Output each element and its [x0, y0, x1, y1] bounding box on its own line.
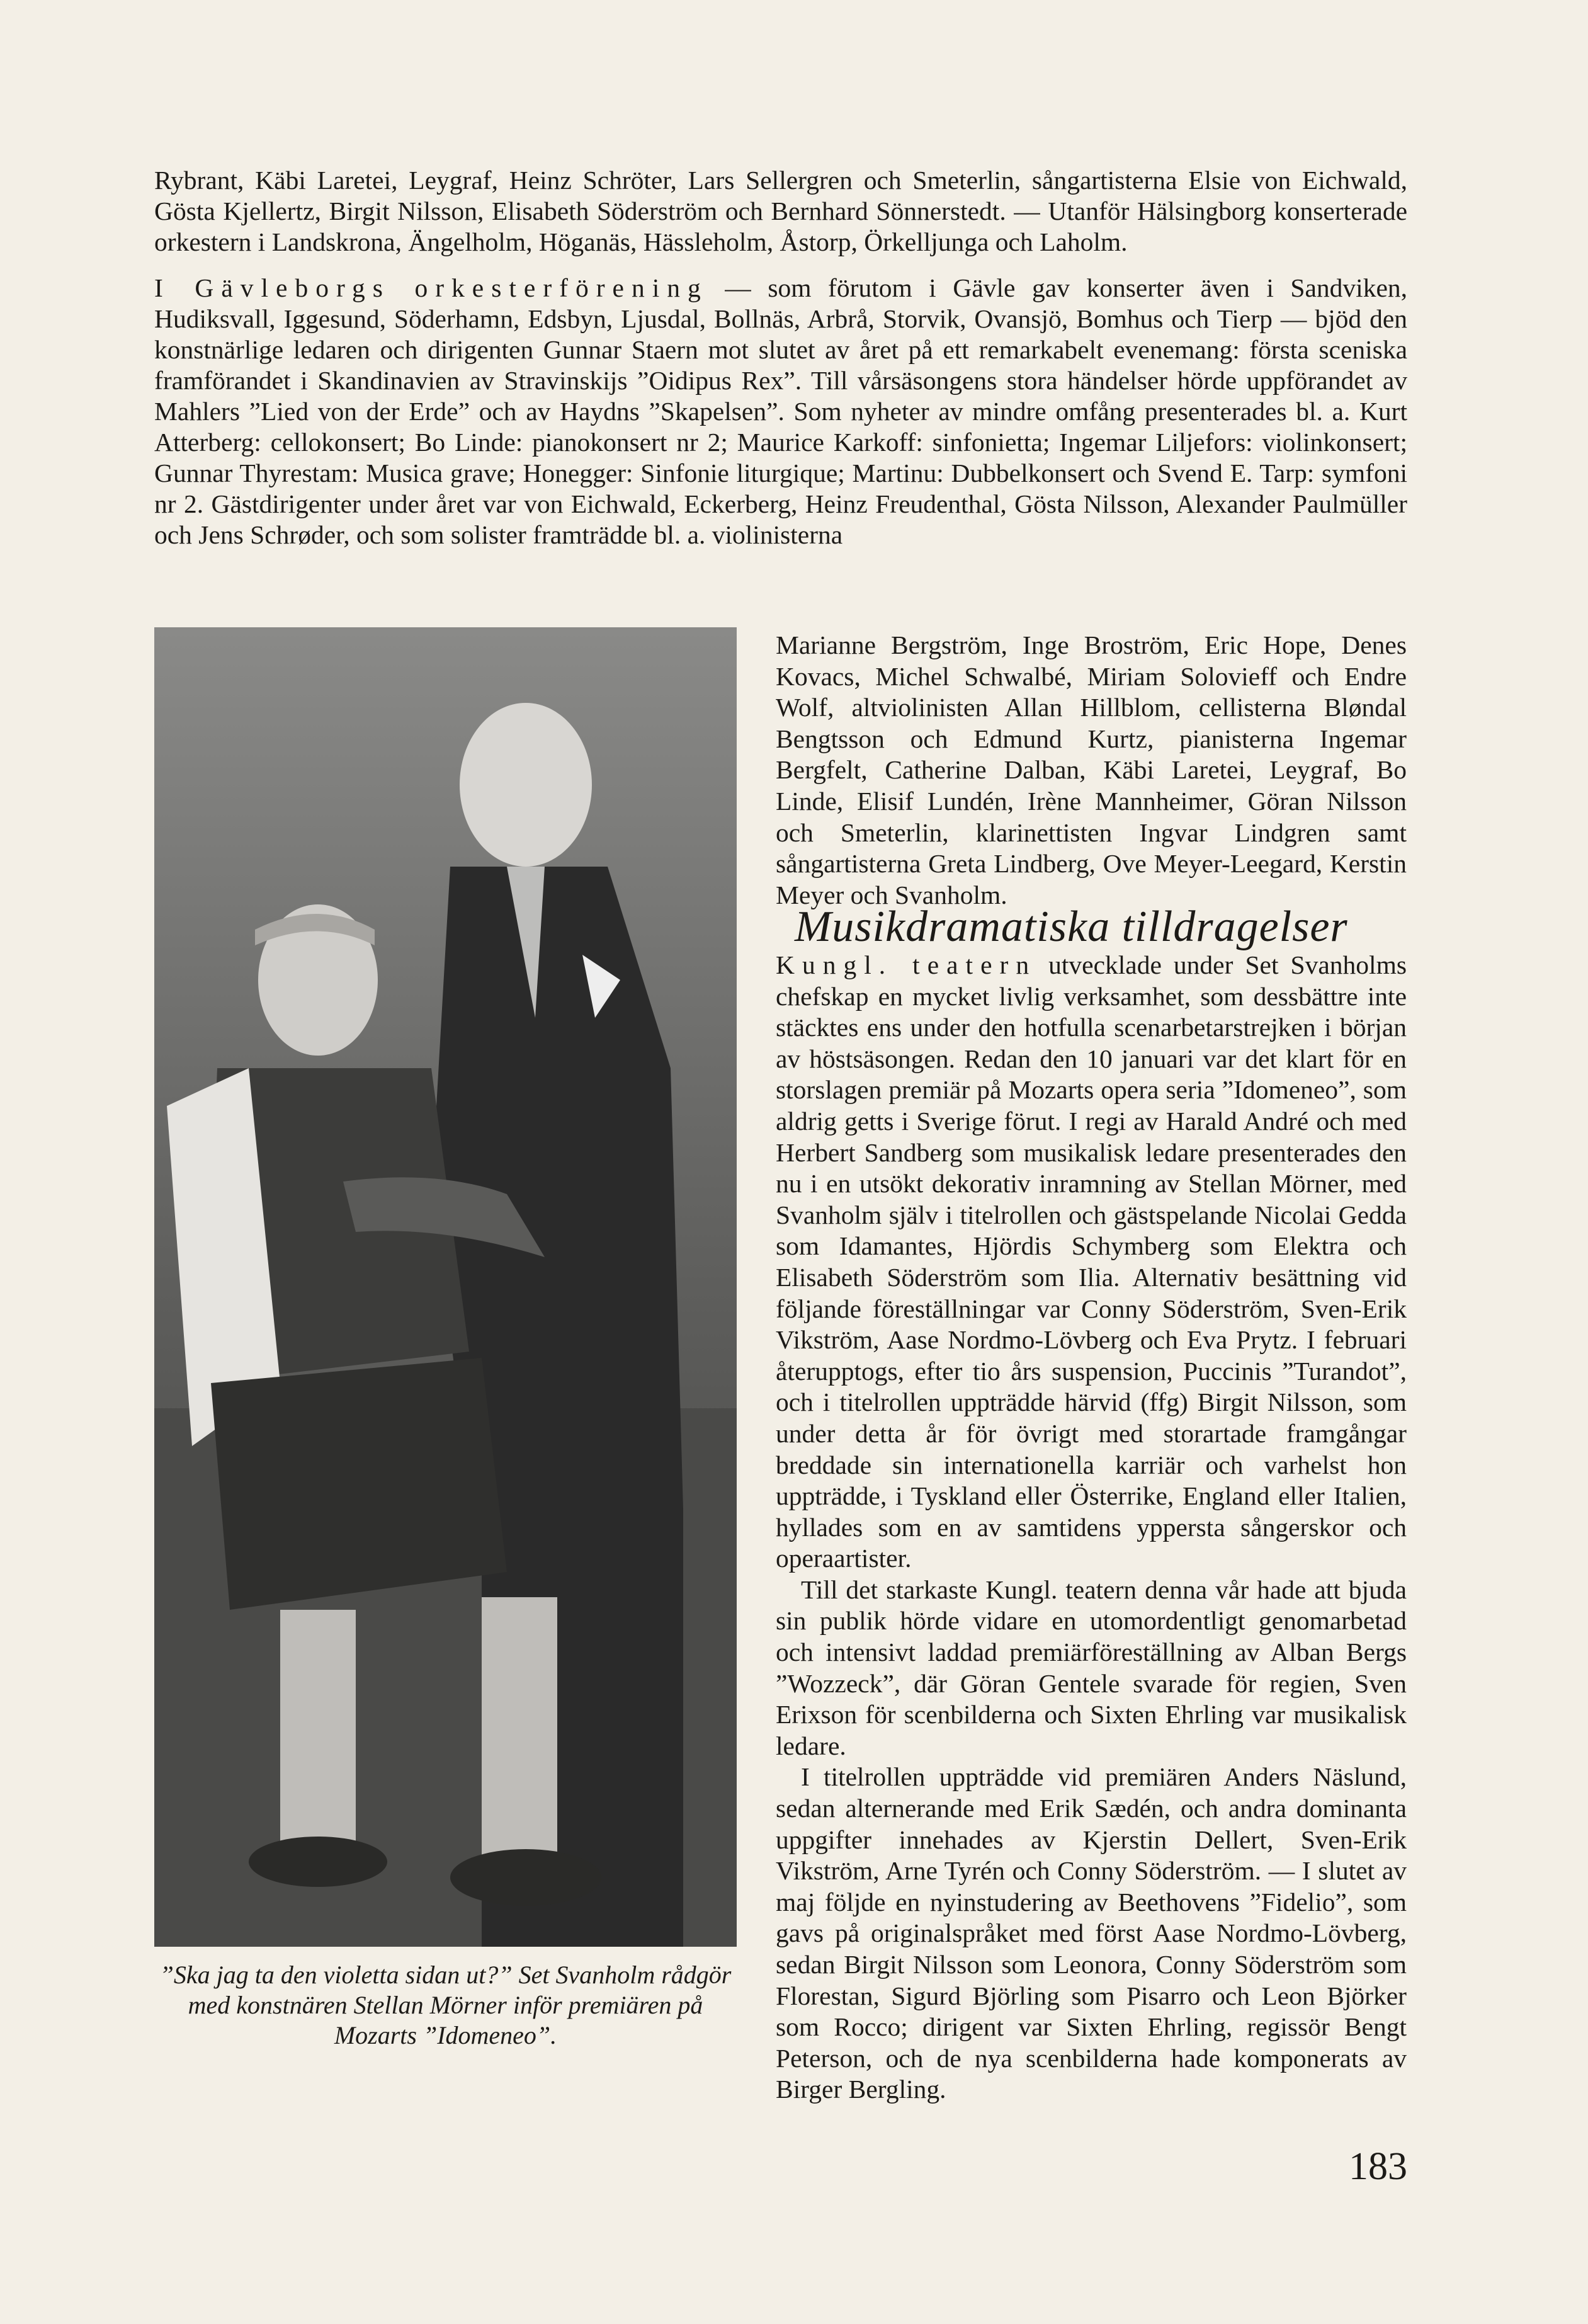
- wozzeck-paragraph: Till det starkaste Kungl. teatern denna vår hade att bjuda sin publik hörde vidare en utomordentligt genomarbetad och intensivt laddad premiärföreställning av Alban Bergs ”Wozzeck”, där Göran Gentele svarade för regien, Sven Erixson för scenbilderna och Sixten Ehrling var musikalisk ledare.: [776, 1575, 1407, 1760]
- gavle-continuation: Marianne Bergström, Inge Broström, Eric Hope, Denes Kovacs, Michel Schwalbé, Miriam Solovieff och Endre Wolf, altviolinisten Allan Hillblom, cellisterna Bløndal Bengtsson och Edmund Kurtz, pianisterna Ingemar Bergfelt, Catherine Dalban, Käbi Laretei, Leygraf, Bo Linde, Elisif Lundén, Irène Mannheimer, Göran Nilsson och Smeterlin, klarinettisten Ingvar Lindgren samt sångartisterna Greta Lindberg, Ove Meyer-Leegard, Kerstin Meyer och Svanholm.: [776, 630, 1407, 909]
- photograph-illustration: [154, 627, 737, 1947]
- actor-right-boot: [482, 1597, 557, 1862]
- top-text-block: [154, 165, 1407, 550]
- section-body-column: [776, 950, 1407, 2105]
- page-number: 183: [1349, 2145, 1407, 2188]
- kungl-paragraph: [776, 950, 1407, 1575]
- photograph: [154, 627, 737, 1947]
- actor-left-foot: [249, 1837, 387, 1887]
- actor-right-foot: [450, 1849, 601, 1906]
- gavle-continuation-column: [776, 630, 1407, 911]
- photo-caption: ”Ska jag ta den violetta sidan ut?” Set Svanholm rådgör med konstnären Stellan Mörner inför premiären på Mozarts ”Idomeneo”.: [159, 1961, 732, 2049]
- kungl-heading: Kungl. teatern: [776, 950, 1037, 979]
- gavle-paragraph: [154, 273, 1407, 550]
- intro-paragraph: Rybrant, Käbi Laretei, Leygraf, Heinz Schröter, Lars Sellergren och Smeterlin, sångartisterna Elsie von Eichwald, Gösta Kjellertz, Birgit Nilsson, Elisabeth Söderström och Bernhard Sönnerstedt. — Utanför Hälsingborg konserterade orkestern i Landskrona, Ängelholm, Höganäs, Hässleholm, Åstorp, Örkelljunga och Laholm.: [154, 166, 1407, 256]
- section-title: Musikdramatiska tilldragelser: [795, 903, 1348, 951]
- gavle-heading: I Gävleborgs orkesterförening: [154, 273, 708, 302]
- gavle-paragraph-body: — som förutom i Gävle gav konserter även i Sandviken, Hudiksvall, Iggesund, Söderhamn, Edsbyn, Ljusdal, Bollnäs, Arbrå, Storvik, Ovansjö, Bomhus och Tierp — bjöd den konstnärlige ledaren och dirigenten Gunnar Staern mot slutet av året på ett remarkabelt evenemang: första sceniska framförandet i Skandinavien av Stravinskijs ”Oidipus Rex”. Till vårsäsongens stora händelser hörde uppförandet av Mahlers ”Lied von der Erde” och av Haydns ”Skapelsen”. Som nyheter av mindre omfång presenterades bl. a. Kurt Atterberg: cellokonsert; Bo Linde: pianokonsert nr 2; Maurice Karkoff: sinfonietta; Ingemar Liljefors: violinkonsert; Gunnar Thyrestam: Musica grave; Honegger: Sinfonie liturgique; Martinu: Dubbelkonsert och Svend E. Tarp: symfoni nr 2. Gästdirigenter under året var von Eichwald, Eckerberg, Heinz Freudenthal, Gösta Nilsson, Alexander Paulmüller och Jens Schrøder, och som solister framträdde bl. a. violinisterna: [154, 273, 1407, 549]
- kungl-paragraph-body: utvecklade under Set Svanholms chefskap en mycket livlig verksamhet, som dessbättre inte stäcktes ens under den hotfulla scenarbetarstrejken i början av höstsäsongen. Redan den 10 januari var det klart för en storslagen premiär på Mozarts opera seria ”Idomeneo”, som aldrig getts i Sverige förut. I regi av Harald André och med Herbert Sandberg som musikalisk ledare presenterades den nu i en utsökt dekorativ inramning av Stellan Mörner, med Svanholm själv i titelrollen och gästspelande Nicolai Gedda som Idamantes, Hjördis Schymberg som Elektra och Elisabeth Söderström som Ilia. Alternativ besättning vid följande föreställningar var Conny Söderström, Sven-Erik Vikström, Aase Nordmo-Lövberg och Eva Prytz. I februari återupptogs, efter tio års suspension, Puccinis ”Turandot”, och i titelrollen uppträdde härvid (ffg) Birgit Nilsson, som under detta år för övrigt med storartade framgångar breddade sin internationella karriär och varhelst hon uppträdde, i Tyskland eller Österrike, England eller Italien, hyllades som en av samtidens yppersta sångerskor och operaartister.: [776, 950, 1407, 1573]
- standing-man-head: [460, 703, 592, 867]
- actor-kilt: [211, 1358, 507, 1610]
- actor-left-boot: [280, 1610, 356, 1849]
- fidelio-paragraph: I titelrollen uppträdde vid premiären Anders Näslund, sedan alternerande med Erik Sædén, och andra dominanta uppgifter innehades av Kjerstin Dellert, Sven-Erik Vikström, Arne Tyrén och Conny Söderström. — I slutet av maj följde en nyinstudering av Beethovens ”Fidelio”, som gavs på originalspråket med först Aase Nordmo-Lövberg, sedan Birgit Nilsson som Leonora, Conny Söderström som Florestan, Sigurd Björling som Pisarro och Leon Björker som Rocco; dirigent var Sixten Ehrling, regissör Bengt Peterson, och de nya scenbilderna hade komponerats av Birger Bergling.: [776, 1762, 1407, 2104]
